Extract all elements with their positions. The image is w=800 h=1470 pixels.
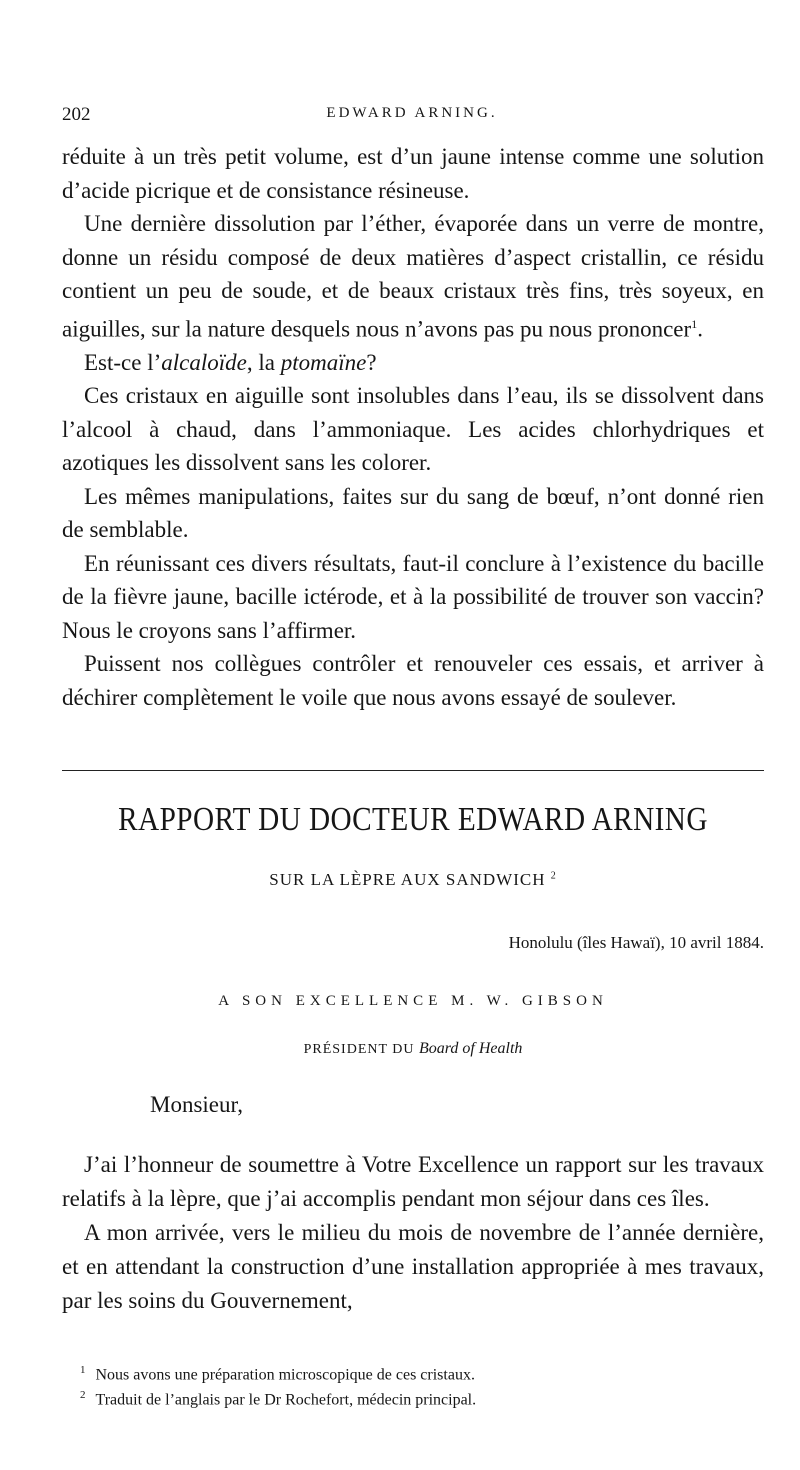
running-title: EDWARD ARNING. — [326, 105, 498, 121]
paragraph-conclusion — [62, 547, 764, 648]
question-text: Est-ce l’ — [84, 349, 162, 375]
section-divider — [62, 770, 764, 771]
rapport-subtitle — [62, 870, 764, 890]
footnote-2 — [80, 1385, 760, 1410]
board-of-health: Board of Health — [419, 1040, 523, 1057]
letter-paragraph-2: A mon arrivée, vers le milieu du mois de novembre de l’année dernière, et en attendant la construction d’une installation appropriée à mes travaux, par les soins du Gouvernement, — [62, 1220, 764, 1313]
page-number: 202 — [62, 104, 91, 125]
footnotes — [80, 1360, 760, 1411]
salutation: Monsieur, — [150, 1092, 243, 1117]
term-alcaloide: alcaloïde — [161, 349, 247, 375]
dateline: Honolulu (îles Hawaï), 10 avril 1884. — [508, 933, 764, 952]
paragraph-text: Les mêmes manipulations, faites sur du sang de bœuf, n’ont donné rien de semblable. — [62, 483, 764, 543]
footnote-ref-2: 2 — [550, 870, 557, 882]
paragraph-question — [62, 346, 764, 380]
question-mark: ? — [366, 349, 377, 375]
paragraph-derniere-dissolution — [62, 207, 764, 346]
paragraph-collegues — [62, 647, 764, 714]
question-text: , la — [246, 349, 281, 375]
letter-body — [62, 1148, 764, 1318]
footnote-ref-1: 1 — [691, 316, 698, 331]
footnote-mark: 1 — [80, 1364, 86, 1376]
paragraph-text: En réunissant ces divers résultats, faut-il conclure à l’existence du bacille de la fièvre jaune, bacille ictérode, et à la possibilité de trouver son vaccin? Nous le croyons sans l’affirmer. — [62, 550, 764, 643]
addressee: A SON EXCELLENCE M. W. GIBSON — [218, 993, 608, 1009]
footnote-mark: 2 — [80, 1389, 86, 1402]
paragraph-text: Une dernière dissolution par l’éther, évaporée dans un verre de montre, donne un résidu composé de deux matières d’aspect cristallin, ce résidu contient un peu de soude, et de beaux cristaux très fins, très soyeux, en aiguilles, sur la nature desquels nous n’avons pas pu nous prononcer — [62, 211, 764, 342]
paragraph-reduite — [62, 140, 764, 207]
letter-paragraph-1: J’ai l’honneur de soumettre à Votre Excellence un rapport sur les travaux relatifs à la lèpre, que j’ai accomplis pendant mon séjour dans ces îles. — [62, 1152, 764, 1211]
addressee-title — [62, 1040, 764, 1058]
footnote-text: Nous avons une préparation microscopique de ces cristaux. — [95, 1366, 475, 1384]
paragraph-text: réduite à un très petit volume, est d’un jaune intense comme une solution d’acide picrique et de consistance résineuse. — [62, 144, 764, 203]
continued-text — [62, 140, 764, 714]
president-prefix: PRÉSIDENT DU — [303, 1042, 419, 1057]
footnote-1 — [80, 1360, 760, 1385]
page-header — [62, 104, 762, 126]
term-ptomaine: ptomaïne — [280, 349, 367, 375]
paragraph-text: Puissent nos collègues contrôler et renouveler ces essais, et arriver à déchirer complètement le voile que nous avons essayé de soulever. — [62, 651, 764, 710]
paragraph-text: Ces cristaux en aiguille sont insolubles dans l’eau, ils se dissolvent dans l’alcool à chaud, dans l’ammoniaque. Les acides chlorhydriques et azotiques les dissolvent sans les colorer. — [62, 383, 764, 476]
footnote-text: Traduit de l’anglais par le Dr Rochefort, médecin principal. — [95, 1391, 477, 1409]
subtitle-text: SUR LA LÈPRE AUX SANDWICH — [269, 870, 546, 889]
paragraph-tail: . — [697, 316, 703, 342]
paragraph-cristaux — [62, 379, 764, 480]
rapport-title: RAPPORT DU DOCTEUR EDWARD ARNING — [118, 801, 708, 838]
paragraph-sang-de-boeuf — [62, 480, 764, 547]
